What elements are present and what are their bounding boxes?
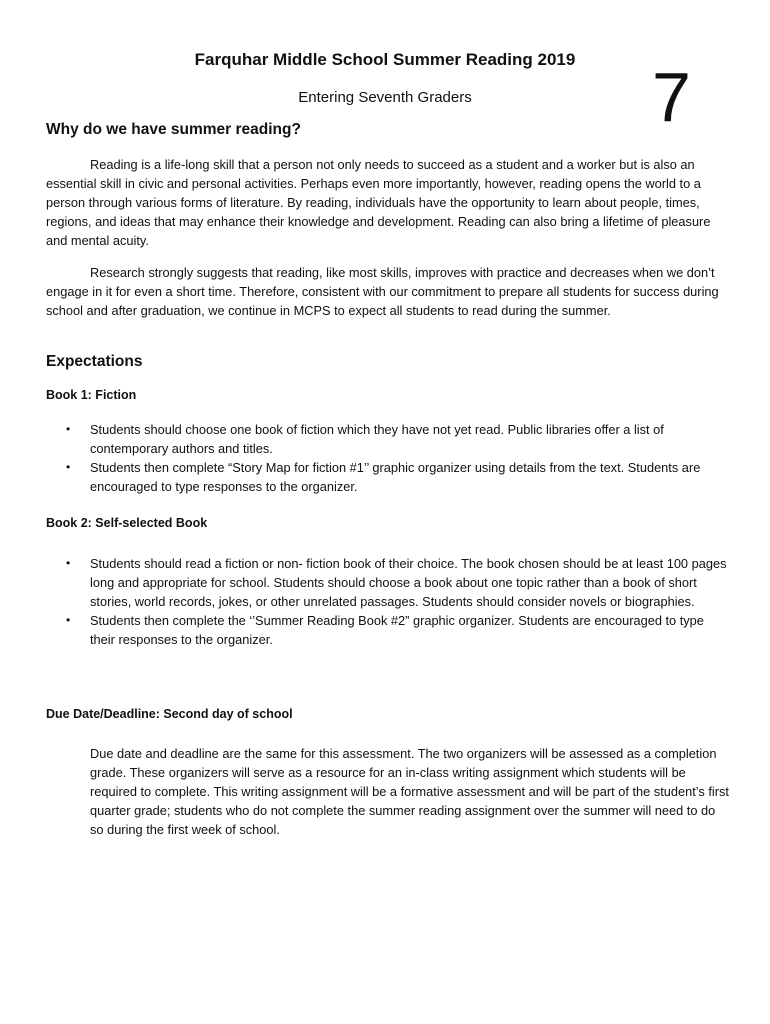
- list-item-text: Students should read a fiction or non- fiction book of their choice. The book chosen should be at least 100 pages long and appropriate for school. Students should choose a book about one topic rather than a book of short stories, world records, jokes, or other unrelated passages. Students should consider novels or biographies.: [90, 556, 727, 609]
- due-paragraph: Due date and deadline are the same for this assessment. The two organizers will be assessed as a completion grade. These organizers will serve as a resource for an in-class writing assignment which students will be required to complete. This writing assignment will be a formative assessment and will be part of the student’s first quarter grade; students who do not complete the summer reading assignment over the summer will need to do so during the first week of school.: [90, 746, 729, 837]
- list-item: [46, 611, 730, 649]
- expectations-heading: Expectations: [46, 353, 143, 370]
- book1-list: [46, 420, 730, 496]
- why-heading: Why do we have summer reading?: [46, 121, 301, 138]
- bullet-icon: •: [66, 460, 71, 474]
- list-item: [46, 458, 730, 496]
- bullet-icon: •: [66, 613, 71, 627]
- book2-list: [46, 554, 730, 649]
- grade-number: 7: [652, 58, 691, 136]
- due-heading: Due Date/Deadline: Second day of school: [46, 707, 293, 721]
- page-title: Farquhar Middle School Summer Reading 2019: [194, 50, 576, 69]
- list-item-text: Students should choose one book of fiction which they have not yet read. Public libraries offer a list of contemporary authors and titles.: [90, 422, 664, 456]
- why-paragraph-2: Research strongly suggests that reading, like most skills, improves with practice and decreases when we don’t engage in it for even a short time. Therefore, consistent with our commitment to prepare all students for success during school and after graduation, we continue in MCPS to expect all students to read during the summer.: [46, 265, 719, 318]
- book1-heading: Book 1: Fiction: [46, 388, 137, 402]
- list-item: [46, 554, 730, 611]
- book2-heading: Book 2: Self-selected Book: [46, 516, 208, 530]
- list-item-text: Students then complete the ‘’Summer Reading Book #2” graphic organizer. Students are encouraged to type their responses to the organizer.: [90, 613, 704, 647]
- bullet-icon: •: [66, 422, 71, 436]
- page-subtitle: Entering Seventh Graders: [298, 89, 472, 106]
- list-item-text: Students then complete “Story Map for fiction #1’’ graphic organizer using details from the text. Students are encouraged to type responses to the organizer.: [90, 460, 701, 494]
- list-item: [46, 420, 730, 458]
- bullet-icon: •: [66, 556, 71, 570]
- why-paragraph-1: Reading is a life-long skill that a person not only needs to succeed as a student and a worker but is also an essential skill in civic and personal activities. Perhaps even more importantly, however, reading opens the world to a person through various forms of literature. By reading, individuals have the opportunity to learn about people, times, regions, and ideas that may enhance their knowledge and development. Reading can also bring a lifetime of pleasure and mental acuity.: [46, 157, 711, 248]
